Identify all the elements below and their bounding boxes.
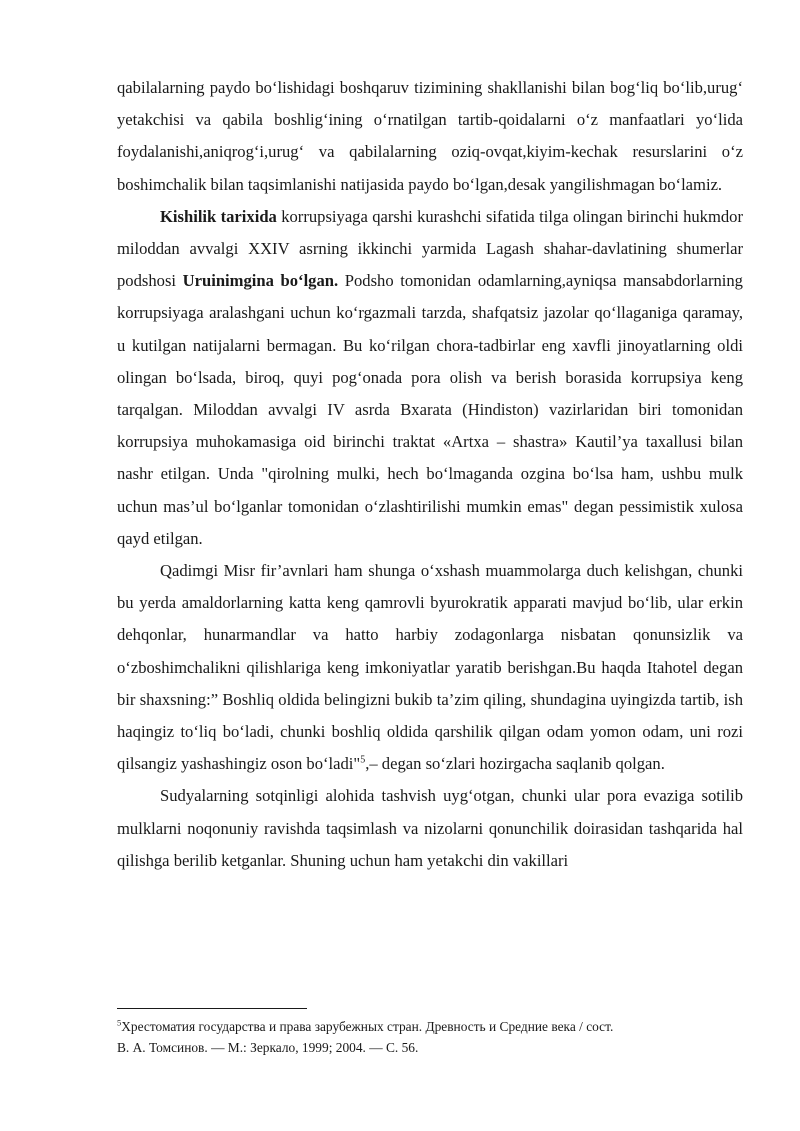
body-text xyxy=(117,72,743,877)
bold-phrase-kishilik-tarixida: Kishilik tarixida xyxy=(160,206,277,226)
paragraph-3 xyxy=(117,555,743,780)
paragraph-3-text: Qadimgi Misr fir’avnlari ham shunga o‘xshash muammolarga duch kelishgan, chunki bu yerda amaldorlarning katta keng qamrovli byurokratik apparati mavjud bo‘lib, ular erkin dehqonlar, hunarmandlar va hatto harbiy zodagonlarga nisbatan qonunsizlik va o‘zboshimchalikni qilishlariga keng imkoniyatlar yaratib berishgan.Bu haqda Itahotel degan bir shaxsning:” Boshliq oldida belingizni bukib ta’zim qiling, shundagina uyingizda tartib, ish haqingiz to‘liq bo‘ladi, chunki boshliq oldida qarshilik qilgan odam yomon odam, uni rozi qilsangiz yashashingiz oson bo‘ladi" xyxy=(117,561,743,774)
footnote-line-1: Хрестоматия государства и права зарубежных стран. Древность и Средние века / сост. xyxy=(121,1019,614,1034)
paragraph-3-tail: ,– degan so‘zlari hozirgacha saqlanib qolgan. xyxy=(365,754,665,774)
paragraph-1: qabilalarning paydo bo‘lishidagi boshqaruv tizimining shakllanishi bilan bog‘liq bo‘lib,urug‘ yetakchisi va qabila boshlig‘ining o‘rnatilgan tartib-qoidalarni o‘z manfaatlari yo‘lida foydalanishi,aniqrog‘i,urug‘ va qabilalarning oziq-ovqat,kiyim-kechak resurslarini o‘z boshimchalik bilan taqsimlanishi natijasida paydo bo‘lgan,desak yangilishmagan bo‘lamiz. xyxy=(117,78,743,194)
bold-phrase-uruinimgina: Uruinimgina bo‘lgan. xyxy=(182,271,339,291)
footnote xyxy=(117,1016,743,1058)
footnote-divider xyxy=(117,1008,307,1009)
footnote-marker: 5 xyxy=(117,1017,122,1028)
paragraph-4: Sudyalarning sotqinligi alohida tashvish uyg‘otgan, chunki ular pora evaziga sotilib mulklarni noqonuniy ravishda taqsimlash va nizolarni qonunchilik doirasidan tashqarida hal qilishga berilib ketganlar. Shuning uchun ham yetakchi din vakillari xyxy=(117,786,743,870)
paragraph-2 xyxy=(117,201,743,555)
footnote-line-2: В. А. Томсинов. — М.: Зеркало, 1999; 2004. — С. 56. xyxy=(117,1040,419,1055)
paragraph-2-text-a: korrupsiyaga qarshi kurashchi sifatida tilga olingan birinchi hukmdor miloddan avvalgi XXIV asrning ikkinchi yarmida Lagash shahar-davlatining shumerlar podshosi xyxy=(117,206,743,291)
footnote-reference[interactable]: 5 xyxy=(360,754,366,766)
paragraph-2-text-b: Podsho tomonidan odamlarning,ayniqsa mansabdorlarning korrupsiyaga aralashgani uchun ko‘rgazmali tarzda, shafqatsiz jazolar qo‘llaganiga qaramay, u kutilgan natijalarni bermagan. Bu ko‘rilgan chora-tadbirlar eng xavfli jinoyatlarning oldi olingan bo‘lsada, biroq, quyi pog‘onada pora olish va berish borasida korrupsiya keng tarqalgan. Miloddan avvalgi IV asrda Bxarata (Hindiston) vazirlaridan biri tomonidan korrupsiya muhokamasiga oid birinchi traktat «Artxa – shastra» Kautil’ya taxallusi bilan nashr etilgan. Unda "qirolning mulki, hech bo‘lmaganda ozgina bo‘lsa ham, ushbu mulk uchun mas’ul bo‘lganlar tomonidan o‘zlashtirilishi mumkin emas" degan pessimistik xulosa qayd etilgan. xyxy=(117,271,743,548)
